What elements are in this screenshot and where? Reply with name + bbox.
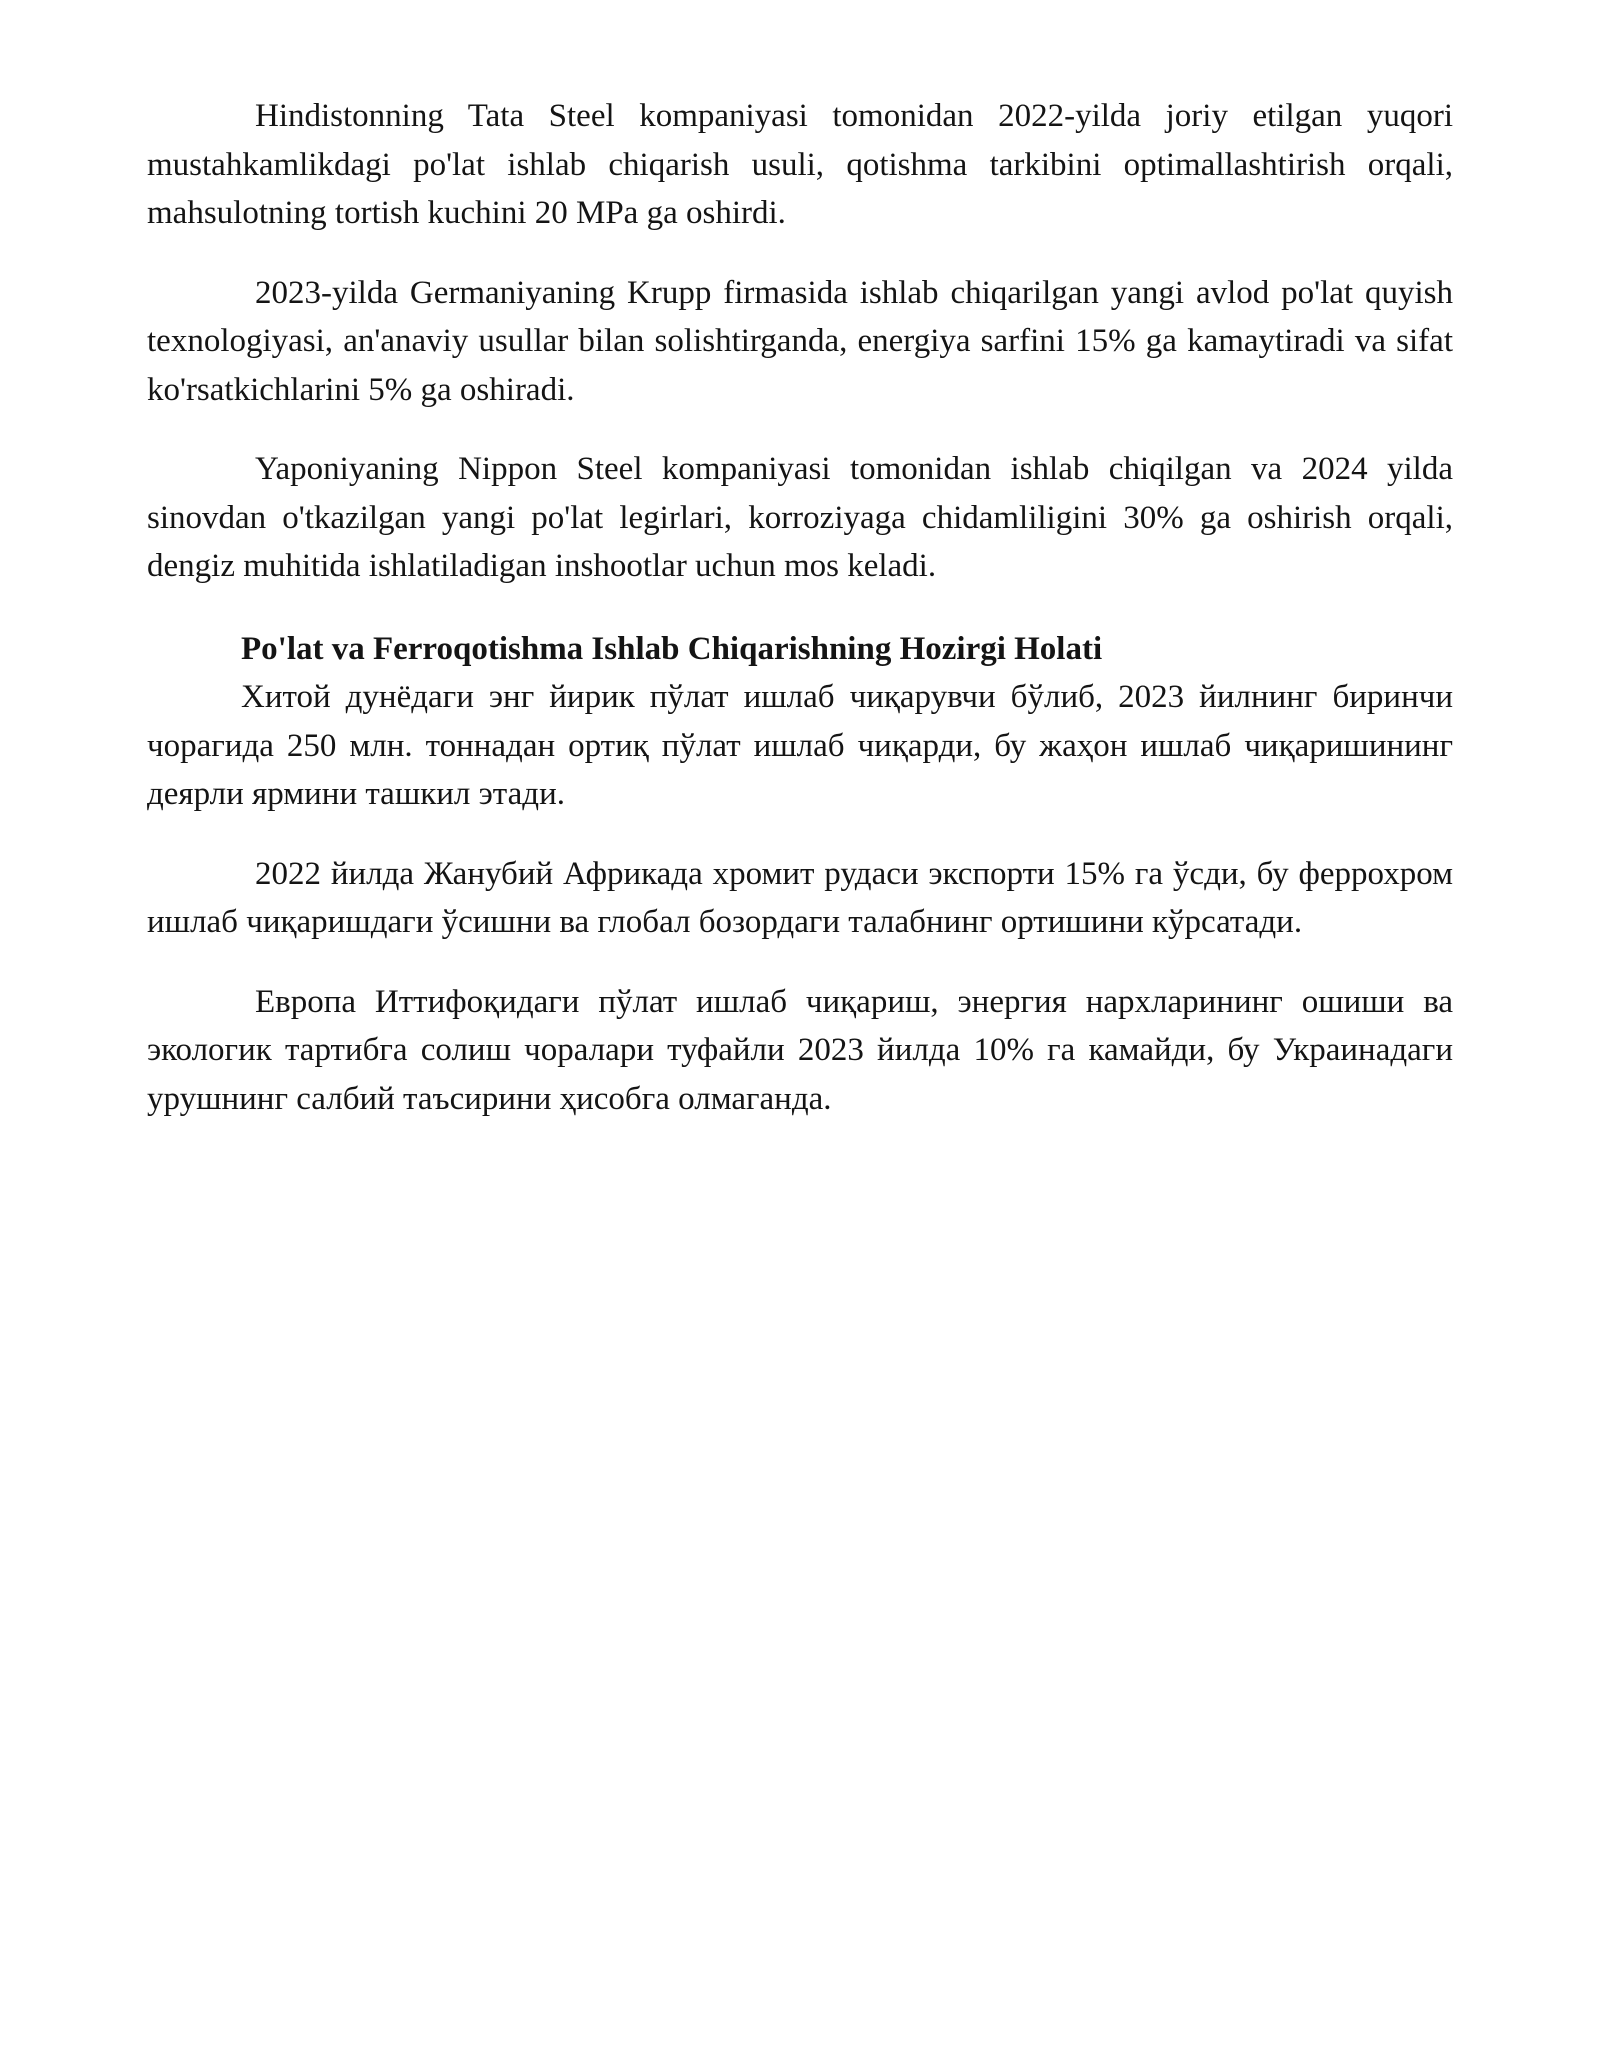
- section-heading: Po'lat va Ferroqotishma Ishlab Chiqarishning Hozirgi Holati: [241, 630, 1103, 667]
- paragraph-china: Хитой дунёдаги энг йирик пўлат ишлаб чиқарувчи бўлиб, 2023 йилнинг биринчи чорагида 250 млн. тоннадан ортиқ пўлат ишлаб чиқарди, бу жаҳон ишлаб чиқаришининг деярли ярмини ташкил этади.: [147, 679, 1453, 812]
- paragraph-south-africa: 2022 йилда Жанубий Африкада хромит рудаси экспорти 15% га ўсди, бу феррохром ишлаб чиқаришдаги ўсишни ва глобал бозордаги талабнинг ортишини кўрсатади.: [147, 855, 1453, 940]
- paragraph-krupp: 2023-yilda Germaniyaning Krupp firmasida ishlab chiqarilgan yangi avlod po'lat quyish texnologiyasi, an'anaviy usullar bilan solishtirganda, energiya sarfini 15% ga kamaytiradi va sifat ko'rsatkichlarini 5% ga oshiradi.: [147, 274, 1453, 408]
- paragraph-tata-steel: Hindistonning Tata Steel kompaniyasi tomonidan 2022-yilda joriy etilgan yuqori mustahkamlikdagi po'lat ishlab chiqarish usuli, qotishma tarkibini optimallashtirish orqali, mahsulotning tortish kuchini 20 MPa ga oshirdi.: [147, 98, 1453, 231]
- document-page: [147, 92, 1453, 1123]
- paragraph-european-union: Европа Иттифоқидаги пўлат ишлаб чиқариш, энергия нархларининг ошиши ва экологик тартибга солиш чоралари туфайли 2023 йилда 10% га камайди, бу Украинадаги урушнинг салбий таъсирини ҳисобга олмаганда.: [147, 983, 1453, 1117]
- paragraph-nippon-steel: Yaponiyaning Nippon Steel kompaniyasi tomonidan ishlab chiqilgan va 2024 yilda sinovdan o'tkazilgan yangi po'lat legirlari, korroziyaga chidamliligini 30% ga oshirish orqali, dengiz muhitida ishlatiladigan inshootlar uchun mos keladi.: [147, 451, 1453, 584]
